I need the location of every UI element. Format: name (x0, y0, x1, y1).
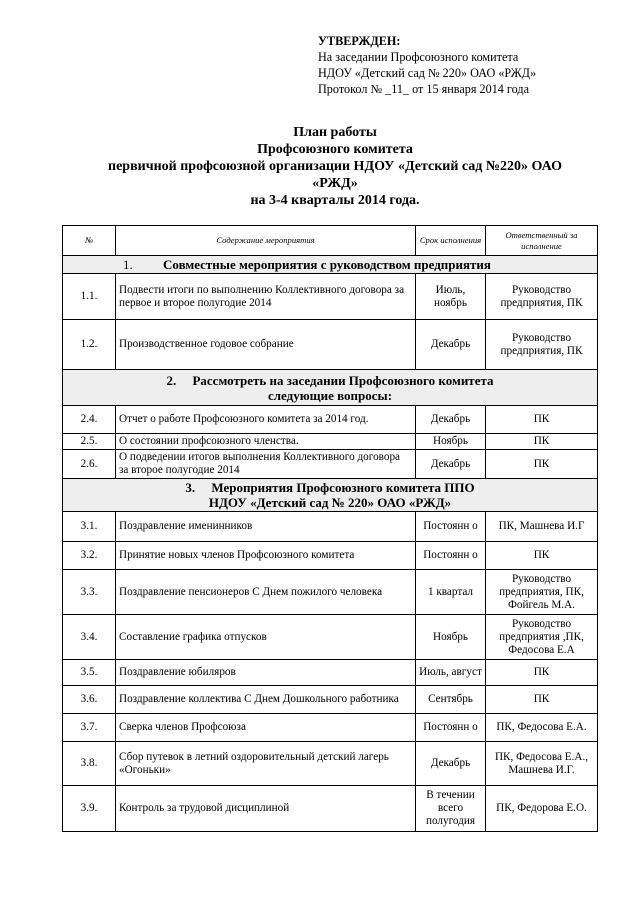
header-resp: Ответственный за исполнение (486, 226, 598, 256)
row-content: Сбор путевок в летний оздоровительный детский лагерь «Огоньки» (116, 742, 416, 786)
row-term: Ноябрь (416, 615, 486, 660)
row-responsible: Руководство предприятия, ПК, Фойгель М.А. (486, 570, 598, 615)
table-row (63, 406, 598, 434)
section-header (63, 479, 598, 512)
section-title: Рассмотреть на заседании Профсоюзного комитета (192, 372, 494, 388)
header-content: Содержание мероприятия (116, 226, 416, 256)
title-line: на 3-4 кварталы 2014 года. (250, 193, 420, 208)
row-number: 2.6. (63, 450, 116, 479)
row-number: 3.4. (63, 615, 116, 660)
row-number: 3.9. (63, 786, 116, 832)
table-row (63, 542, 598, 570)
section-number: 2. (166, 372, 177, 388)
table-row (63, 660, 598, 686)
section-header (63, 370, 598, 406)
row-term: Декабрь (416, 320, 486, 370)
table-row (63, 615, 598, 660)
section-title: Мероприятия Профсоюзного комитета ППО (211, 480, 475, 495)
row-responsible: ПК (486, 434, 598, 450)
section-title-cell (63, 479, 598, 512)
row-number: 1.2. (63, 320, 116, 370)
row-content: Поздравление пенсионеров С Днем пожилого человека (116, 570, 416, 615)
row-number: 3.3. (63, 570, 116, 615)
row-content: Принятие новых членов Профсоюзного комитета (116, 542, 416, 570)
row-term: Декабрь (416, 450, 486, 479)
table-row (63, 512, 598, 542)
row-term: Сентябрь (416, 686, 486, 714)
table-row (63, 742, 598, 786)
row-responsible: Руководство предприятия, ПК (486, 320, 598, 370)
row-number: 3.5. (63, 660, 116, 686)
row-term: В течении всего полугодия (416, 786, 486, 832)
section-title-line2: следующие вопросы: (267, 387, 393, 403)
row-number: 3.6. (63, 686, 116, 714)
row-responsible: ПК, Федосова Е.А., Машнева И.Г. (486, 742, 598, 786)
row-responsible: ПК (486, 406, 598, 434)
table-row (63, 686, 598, 714)
row-content: Отчет о работе Профсоюзного комитета за 2014 год. (116, 406, 416, 434)
table-row (63, 320, 598, 370)
table-row (63, 434, 598, 450)
row-term: Постоянн о (416, 542, 486, 570)
approval-line: Протокол № _11_ от 15 января 2014 года (318, 82, 529, 96)
row-number: 3.2. (63, 542, 116, 570)
section-title-line2: НДОУ «Детский сад № 220» ОАО «РЖД» (208, 495, 452, 510)
row-content: О подведении итогов выполнения Коллективного договора за второе полугодие 2014 (116, 450, 416, 479)
title-line: План работы (293, 125, 377, 140)
row-term: Постоянн о (416, 714, 486, 742)
row-responsible: Руководство предприятия, ПК (486, 274, 598, 320)
row-content: Поздравление коллектива С Днем Дошкольного работника (116, 686, 416, 714)
row-responsible: ПК (486, 450, 598, 479)
header-term: Срок исполнения (416, 226, 486, 256)
row-number: 3.1. (63, 512, 116, 542)
approval-title: УТВЕРЖДЕН: (318, 34, 401, 48)
section-number: 1. (123, 257, 133, 272)
row-content: Поздравление именинников (116, 512, 416, 542)
approval-line: НДОУ «Детский сад № 220» ОАО «РЖД» (318, 66, 537, 80)
row-content: Составление графика отпусков (116, 615, 416, 660)
row-term: Июль, ноябрь (416, 274, 486, 320)
section-title-cell (63, 370, 598, 406)
row-term: Постоянн о (416, 512, 486, 542)
row-term: 1 квартал (416, 570, 486, 615)
row-responsible: Руководство предприятия ,ПК, Федосова Е.А (486, 615, 598, 660)
section-title-cell (63, 256, 598, 274)
row-term: Декабрь (416, 742, 486, 786)
table-row (63, 274, 598, 320)
row-responsible: ПК (486, 660, 598, 686)
row-number: 3.8. (63, 742, 116, 786)
row-term: Июль, август (416, 660, 486, 686)
header-num: № (63, 226, 116, 256)
section-title: Совместные мероприятия с руководством предприятия (163, 257, 491, 272)
row-term: Декабрь (416, 406, 486, 434)
row-content: Поздравление юбиляров (116, 660, 416, 686)
title-line: первичной профсоюзной организации НДОУ «Детский сад №220» ОАО (108, 159, 562, 174)
row-number: 2.4. (63, 406, 116, 434)
title-line: «РЖД» (312, 176, 358, 191)
section-header (63, 256, 598, 274)
row-content: Сверка членов Профсоюза (116, 714, 416, 742)
row-responsible: ПК (486, 686, 598, 714)
row-content: Производственное годовое собрание (116, 320, 416, 370)
approval-line: На заседании Профсоюзного комитета (318, 50, 519, 64)
row-number: 1.1. (63, 274, 116, 320)
table-row (63, 714, 598, 742)
row-number: 2.5. (63, 434, 116, 450)
table-row (63, 570, 598, 615)
approval-block (318, 33, 536, 97)
row-content: Подвести итоги по выполнению Коллективного договора за первое и второе полугодие 2014 (116, 274, 416, 320)
row-content: О состоянии профсоюзного членства. (116, 434, 416, 450)
row-term: Ноябрь (416, 434, 486, 450)
title-line: Профсоюзного комитета (257, 142, 413, 157)
table-row (63, 450, 598, 479)
plan-table (62, 225, 598, 832)
row-responsible: ПК (486, 542, 598, 570)
section-number: 3. (185, 480, 196, 495)
document-title (70, 124, 600, 209)
row-responsible: ПК, Федосова Е.А. (486, 714, 598, 742)
row-number: 3.7. (63, 714, 116, 742)
row-content: Контроль за трудовой дисциплиной (116, 786, 416, 832)
table-row (63, 786, 598, 832)
row-responsible: ПК, Федорова Е.О. (486, 786, 598, 832)
row-responsible: ПК, Машнева И.Г (486, 512, 598, 542)
